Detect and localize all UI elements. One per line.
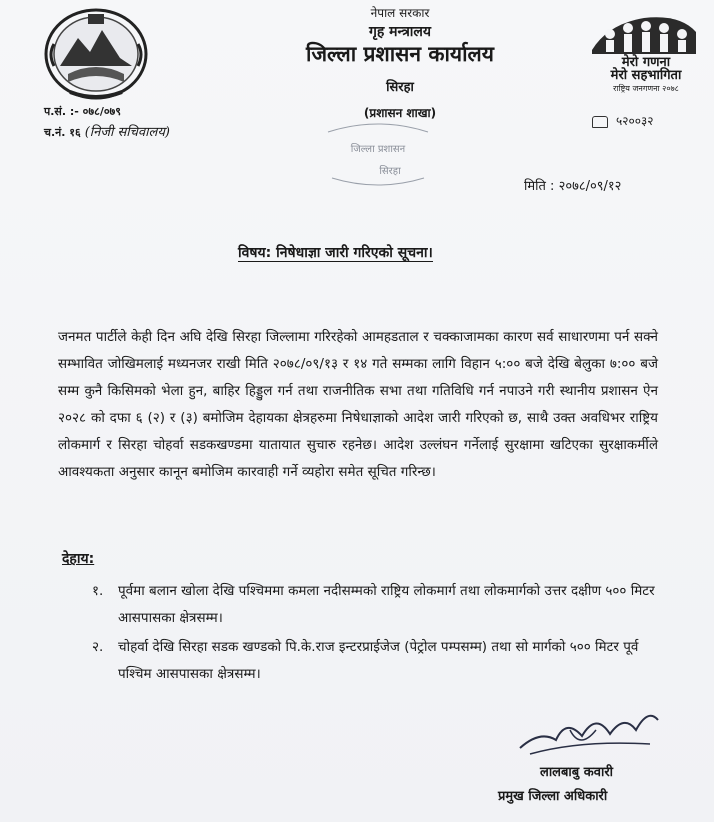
list-item-number: २. [92,639,104,655]
census-logo-line1: मेरो गणना [621,55,671,70]
list-item [92,634,662,688]
govt-name: नेपाल सरकार [370,6,430,20]
nepal-emblem-icon [40,4,152,104]
chalani-label: च.नं. १६ [44,126,81,139]
office-name: जिल्ला प्रशासन कार्यालय [306,42,494,66]
district-name: सिरहा [386,80,414,95]
list-item-text: चोहर्वा देखि सिरहा सडक खण्डको पि.के.राज इन्टरप्राईजेज (पेट्रोल पम्पसम्म) तथा सो मार्गको ५०० मिटर पूर्व पश्चिम आसपासका क्षेत्रसम्म। [118,639,639,682]
signatory-name: लालबाबु कवारी [540,765,613,780]
ministry-name: गृह मन्त्रालय [368,24,432,40]
list-item-text: पूर्वमा बलान खोला देखि पश्चिममा कमला नदीसम्मको राष्ट्रिय लोकमार्ग तथा लोकमार्गको उत्तर दक्षीण ५०० मिटर आसपासका क्षेत्रसम्म। [118,583,655,626]
chalani-handwritten: (निजी सचिवालय) [84,125,170,140]
signature-icon [500,700,670,760]
signatory-title: प्रमुख जिल्ला अधिकारी [498,789,608,804]
list-item [92,578,662,632]
phone-value: ५२००३२ [616,114,654,128]
list-item-number: १. [92,583,104,599]
patra-sankhya: प.सं. :- ०७८/०७९ [44,105,122,118]
office-seal-icon [318,118,438,188]
census-logo-text [590,56,702,95]
census-logo-line3: राष्ट्रिय जनगणना २०७८ [613,84,679,93]
notice-date: मिति : २०७८/०९/१२ [524,179,622,194]
subject-text: निषेधाज्ञा जारी गरिएको सूचना। [276,245,433,261]
seal-text-top: जिल्ला प्रशासन [350,144,406,155]
notice-body: जनमत पार्टीले केही दिन अघि देखि सिरहा जिल्लामा गरिरहेको आमहडताल र चक्काजामका कारण सर्व साधारणमा पर्न सक्ने सम्भावित जोखिमलाई मध्यनजर राखी मिति २०७८/०९/१३ र १४ गते सम्मका लागि विहान ५:०० बजे देखि बेलुका ७:०० बजे सम्म कुनै किसिमको भेला हुन, बाहिर हिड्डुल गर्न तथा राजनीतिक सभा तथा गतिविधि गर्न नपाउने गरी स्थानीय प्रशासन ऐन २०२८ को दफा ६ (२) र (३) बमोजिम देहायका क्षेत्रहरुमा निषेधाज्ञाको आदेश जारी गरिएको छ, साथै उक्त अवधिभर राष्ट्रिय लोकमार्ग र सिरहा चोहर्वा सडकखण्डमा यातायात सुचारु रहनेछ। आदेश उल्लंघन गर्नेलाई सुरक्षामा खटिएका सुरक्षाकर्मीले आवश्यकता अनुसार कानून बमोजिम कारवाही गर्ने व्यहोरा समेत सूचित गरिन्छ। [58,329,658,480]
chalani-number [44,122,170,140]
seal-text-bottom: सिरहा [379,166,401,177]
subject-label: विषय: [238,245,272,261]
census-logo-line2: मेरो सहभागिता [610,68,682,83]
subject-line [238,243,433,262]
phone-number [592,112,653,129]
dehay-heading: देहाय: [62,551,95,567]
section-name: (प्रशासन शाखा) [363,106,437,120]
telephone-icon [592,116,608,128]
